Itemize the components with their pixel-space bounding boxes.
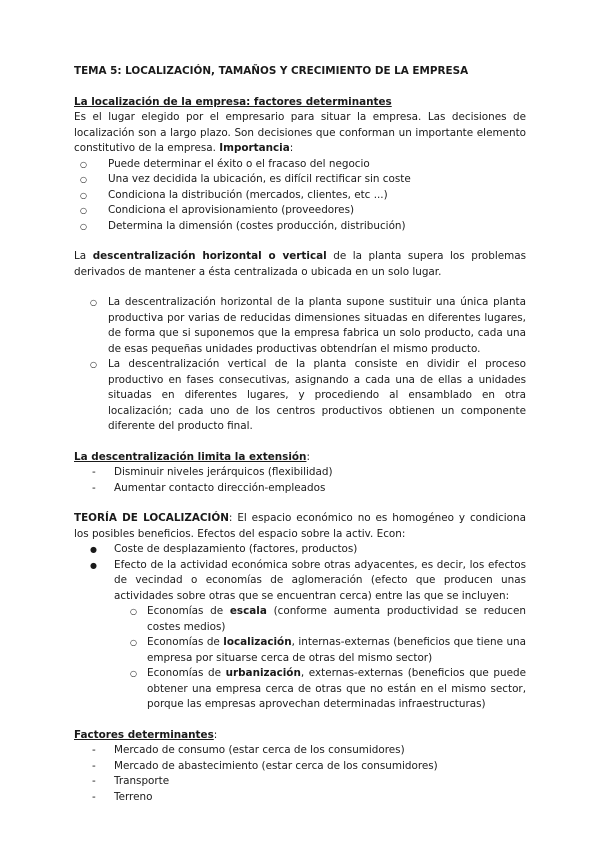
list-item: ○ La descentralización horizontal de la planta supone sustituir una única planta productiva por varias de reducidas dimensiones situadas en diferentes lugares, de forma que si suponemos que la empresa fabrica un solo producto, cada una de esas pequeñas unidades productivas obtendrían el mismo producto.	[74, 295, 526, 357]
list-item: ○ Condiciona el aprovisionamiento (proveedores)	[74, 203, 526, 219]
section-limita	[74, 450, 526, 497]
economias-list	[74, 604, 526, 713]
section-factores	[74, 728, 526, 806]
list-item: - Aumentar contacto dirección-empleados	[74, 481, 526, 497]
list-item: - Transporte	[74, 774, 526, 790]
list-item: - Terreno	[74, 790, 526, 806]
list-item: ○ Condiciona la distribución (mercados, clientes, etc ...)	[74, 188, 526, 204]
list-item: ○ Economías de localización, internas-externas (beneficios que tiene una empresa por situarse cerca de otras del mismo sector)	[74, 635, 526, 666]
list-item: ○ Una vez decidida la ubicación, es difícil rectificar sin coste	[74, 172, 526, 188]
list-item: ○ Economías de escala (conforme aumenta productividad se reducen costes medios)	[74, 604, 526, 635]
document-title: TEMA 5: LOCALIZACIÓN, TAMAÑOS Y CRECIMIENTO DE LA EMPRESA	[74, 65, 469, 77]
factores-list	[74, 743, 526, 805]
list-item: - Mercado de consumo (estar cerca de los consumidores)	[74, 743, 526, 759]
section-heading-line: La descentralización limita la extensión:	[74, 450, 310, 463]
list-item: ● Efecto de la actividad económica sobre otras adyacentes, es decir, los efectos de vecindad o economías de aglomeración (efecto que producen unas actividades sobre otras que se encuentran cerca) entre las que se incluyen:	[74, 558, 526, 605]
section-paragraph: TEORÍA DE LOCALIZACIÓN: El espacio económico no es homogéneo y condiciona los posibles beneficios. Efectos del espacio sobre la activ. Econ:	[74, 512, 526, 540]
section-localizacion	[74, 95, 526, 235]
section-heading: La localización de la empresa: factores determinantes	[74, 95, 392, 108]
list-item: - Mercado de abastecimiento (estar cerca de los consumidores)	[74, 759, 526, 775]
list-item: ○ Determina la dimensión (costes producción, distribución)	[74, 219, 526, 235]
list-item: - Disminuir niveles jerárquicos (flexibilidad)	[74, 465, 526, 481]
section-teoria	[74, 511, 526, 713]
list-item: ○ La descentralización vertical de la planta consiste en dividir el proceso productivo en fases consecutivas, asignando a cada una de ellas a unidades situadas en diferentes lugares, y procediendo al ensamblado en otra localización; cada uno de los centros productivos obtienen un componente diferente del producto final.	[74, 357, 526, 435]
section-heading-line: Factores determinantes:	[74, 728, 218, 741]
section-descentralizacion	[74, 249, 526, 435]
descentralizacion-list	[74, 295, 526, 435]
section-paragraph: Es el lugar elegido por el empresario para situar la empresa. Las decisiones de localización son a largo plazo. Son decisiones que conforman un importante elemento constitutivo de la empresa. Importancia:	[74, 111, 526, 154]
limita-list	[74, 465, 526, 496]
list-item: ● Coste de desplazamiento (factores, productos)	[74, 542, 526, 558]
importance-list	[74, 157, 526, 235]
document-page	[74, 64, 526, 805]
section-paragraph: La descentralización horizontal o vertical de la planta supera los problemas derivados de mantener a ésta centralizada o ubicada en un solo lugar.	[74, 250, 527, 278]
list-item: ○ Economías de urbanización, externas-externas (beneficios que puede obtener una empresa cerca de otras que no están en el mismo sector, porque las empresas aprovechan determinadas infraestructuras)	[74, 666, 526, 713]
list-item: ○ Puede determinar el éxito o el fracaso del negocio	[74, 157, 526, 173]
teoria-list	[74, 542, 526, 604]
